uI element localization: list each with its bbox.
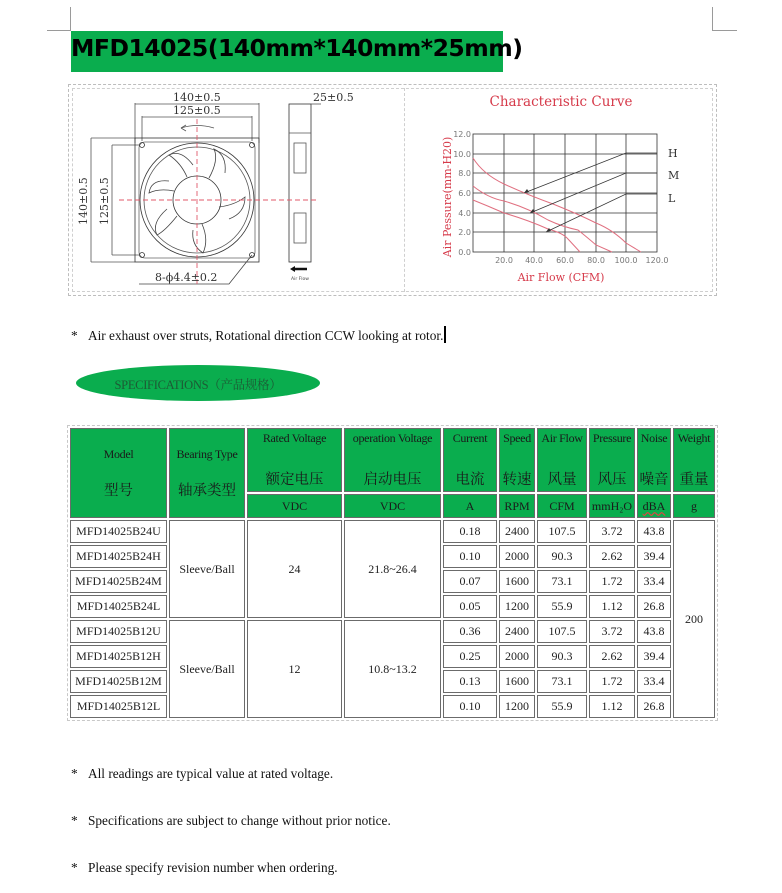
- cell-noise: 39.4: [637, 545, 671, 568]
- cell-speed: 1200: [499, 695, 535, 718]
- svg-text:H: H: [668, 147, 678, 160]
- svg-text:8-ϕ4.4±0.2: 8-ϕ4.4±0.2: [155, 271, 218, 284]
- cell-airflow: 73.1: [537, 570, 587, 593]
- cell-pressure: 1.72: [589, 670, 635, 693]
- cell-rated-voltage: 12: [247, 620, 342, 718]
- header-model: Model 型号: [70, 428, 167, 518]
- cell-current: 0.05: [443, 595, 497, 618]
- cell-speed: 2400: [499, 520, 535, 543]
- unit-current: A: [443, 494, 497, 518]
- cell-pressure: 1.12: [589, 695, 635, 718]
- svg-text:M: M: [668, 169, 680, 182]
- cell-pressure: 3.72: [589, 620, 635, 643]
- cell-pressure: 2.62: [589, 645, 635, 668]
- svg-text:80.0: 80.0: [587, 256, 605, 265]
- cell-current: 0.07: [443, 570, 497, 593]
- cell-model: MFD14025B12U: [70, 620, 167, 643]
- cell-airflow: 73.1: [537, 670, 587, 693]
- header-operation-voltage: operation Voltage 启动电压: [344, 428, 441, 492]
- cell-pressure: 1.12: [589, 595, 635, 618]
- cell-model: MFD14025B24H: [70, 545, 167, 568]
- cell-bearing: Sleeve/Ball: [169, 620, 245, 718]
- table-row: [70, 620, 715, 643]
- svg-text:2.0: 2.0: [458, 228, 471, 237]
- unit-airflow: CFM: [537, 494, 587, 518]
- svg-text:L: L: [668, 192, 676, 205]
- header-bearing: Bearing Type 轴承类型: [169, 428, 245, 518]
- cell-pressure: 2.62: [589, 545, 635, 568]
- svg-text:6.0: 6.0: [458, 189, 471, 198]
- unit-weight: g: [673, 494, 715, 518]
- cell-speed: 1600: [499, 670, 535, 693]
- cell-noise: 39.4: [637, 645, 671, 668]
- cell-noise: 26.8: [637, 695, 671, 718]
- text-cursor: [444, 326, 446, 343]
- title-highlight: [71, 31, 523, 72]
- note-readings: * All readings are typical value at rated voltage.: [71, 766, 334, 781]
- note-rotation: * Air exhaust over struts, Rotational direction CCW looking at rotor.: [71, 326, 446, 344]
- svg-text:10.0: 10.0: [453, 150, 471, 159]
- cell-noise: 43.8: [637, 620, 671, 643]
- header-airflow: Air Flow 风量: [537, 428, 587, 492]
- note-change: * Specifications are subject to change without prior notice.: [71, 813, 391, 828]
- cell-noise: 26.8: [637, 595, 671, 618]
- svg-text:140±0.5: 140±0.5: [77, 177, 90, 225]
- svg-text:60.0: 60.0: [556, 256, 574, 265]
- characteristic-curve-chart: [406, 85, 716, 295]
- cell-speed: 2400: [499, 620, 535, 643]
- cell-airflow: 107.5: [537, 620, 587, 643]
- page-title: MFD14025(140mm*140mm*25mm): [71, 34, 523, 62]
- cell-pressure: 1.72: [589, 570, 635, 593]
- header-speed: Speed 转速: [499, 428, 535, 492]
- header-pressure: Pressure 风压: [589, 428, 635, 492]
- cell-current: 0.18: [443, 520, 497, 543]
- svg-text:120.0: 120.0: [645, 256, 669, 265]
- header-rated-voltage: Rated Voltage 额定电压: [247, 428, 342, 492]
- cell-current: 0.10: [443, 695, 497, 718]
- cell-airflow: 55.9: [537, 595, 587, 618]
- svg-text:140±0.5: 140±0.5: [173, 91, 221, 104]
- svg-text:4.0: 4.0: [458, 209, 471, 218]
- cell-operation-voltage: 10.8~13.2: [344, 620, 441, 718]
- unit-rated-voltage: VDC: [247, 494, 342, 518]
- cell-current: 0.13: [443, 670, 497, 693]
- cell-speed: 1600: [499, 570, 535, 593]
- cell-model: MFD14025B24M: [70, 570, 167, 593]
- figure-frame: [68, 84, 717, 296]
- header-current: Current 电流: [443, 428, 497, 492]
- cell-airflow: 107.5: [537, 520, 587, 543]
- unit-speed: RPM: [499, 494, 535, 518]
- cell-current: 0.25: [443, 645, 497, 668]
- specifications-badge: SPECIFICATIONS（产品规格）: [76, 365, 320, 401]
- svg-text:20.0: 20.0: [495, 256, 513, 265]
- cell-current: 0.10: [443, 545, 497, 568]
- svg-text:25±0.5: 25±0.5: [313, 91, 354, 104]
- unit-noise: dBA: [637, 494, 671, 518]
- cell-operation-voltage: 21.8~26.4: [344, 520, 441, 618]
- svg-text:40.0: 40.0: [525, 256, 543, 265]
- unit-pressure: mmH₂O: [589, 494, 635, 518]
- specifications-table: [67, 425, 718, 721]
- cell-speed: 2000: [499, 545, 535, 568]
- svg-text:Air Flow: Air Flow: [291, 277, 309, 282]
- svg-text:125±0.5: 125±0.5: [98, 177, 111, 225]
- cell-current: 0.36: [443, 620, 497, 643]
- cell-airflow: 90.3: [537, 645, 587, 668]
- svg-text:12.0: 12.0: [453, 130, 471, 139]
- svg-text:100.0: 100.0: [614, 256, 638, 265]
- cell-noise: 33.4: [637, 670, 671, 693]
- svg-text:0.0: 0.0: [458, 248, 471, 257]
- chart-ylabel: Air Pessure(mm-H20): [441, 136, 454, 258]
- cell-model: MFD14025B12L: [70, 695, 167, 718]
- page-corner-mark-left: [47, 7, 71, 31]
- cell-airflow: 55.9: [537, 695, 587, 718]
- cell-airflow: 90.3: [537, 545, 587, 568]
- cell-rated-voltage: 24: [247, 520, 342, 618]
- chart-title: Characteristic Curve: [489, 94, 633, 110]
- svg-text:125±0.5: 125±0.5: [173, 104, 221, 117]
- cell-model: MFD14025B24U: [70, 520, 167, 543]
- chart-xlabel: Air Flow (CFM): [517, 271, 605, 284]
- header-noise: Noise 噪音: [637, 428, 671, 492]
- cell-pressure: 3.72: [589, 520, 635, 543]
- header-weight: Weight 重量: [673, 428, 715, 492]
- cell-model: MFD14025B24L: [70, 595, 167, 618]
- note-revision: * Please specify revision number when ordering.: [71, 860, 338, 875]
- cell-noise: 43.8: [637, 520, 671, 543]
- cell-bearing: Sleeve/Ball: [169, 520, 245, 618]
- cell-speed: 2000: [499, 645, 535, 668]
- cell-model: MFD14025B12M: [70, 670, 167, 693]
- svg-text:8.0: 8.0: [458, 169, 471, 178]
- cell-noise: 33.4: [637, 570, 671, 593]
- fan-dimension-drawing: [69, 85, 404, 295]
- cell-model: MFD14025B12H: [70, 645, 167, 668]
- table-row: [70, 520, 715, 543]
- cell-weight: 200: [673, 520, 715, 718]
- page-corner-mark-right: [712, 7, 737, 31]
- cell-speed: 1200: [499, 595, 535, 618]
- unit-operation-voltage: VDC: [344, 494, 441, 518]
